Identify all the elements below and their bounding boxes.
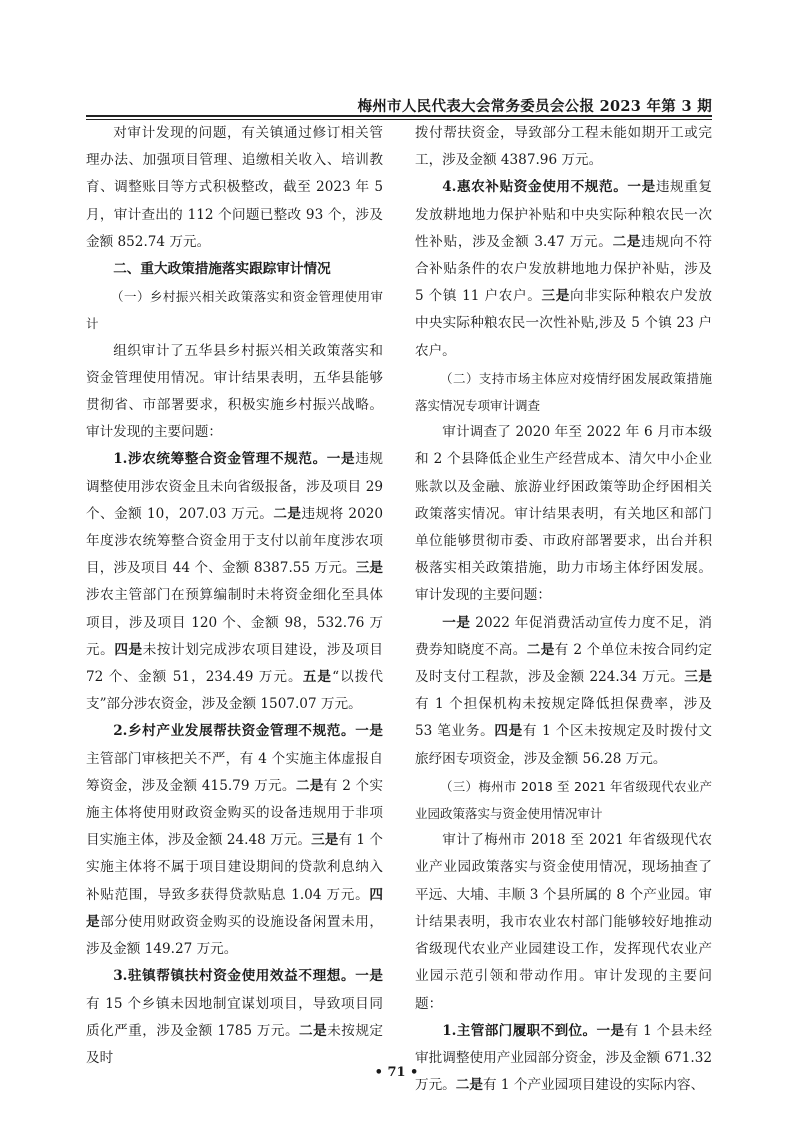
item-text: 有 1 个实施主体将不属于项目建设期间的贷款利息纳入补贴范围，导致多获得贷款贴息 1.04 万元。 xyxy=(86,832,383,903)
enum-marker: 一是 xyxy=(326,451,356,468)
item-text: 违规调整使用涉农资金且未向省级报备，涉及项目 29 个、金额 10，207.03 万元。 xyxy=(86,451,383,522)
left-column xyxy=(86,120,383,1072)
enum-marker: 三是 xyxy=(541,288,571,305)
enum-marker: 二是 xyxy=(273,505,302,522)
enum-marker: 三是 xyxy=(311,832,339,849)
enum-marker: 五是 xyxy=(302,669,333,686)
subsection-heading: （二）支持市场主体应对疫情纾困发展政策措施落实情况专项审计调查 xyxy=(415,370,712,414)
paragraph-continued: 拨付帮扶资金，导致部分工程未能如期开工或完工，涉及金额 4387.96 万元。 xyxy=(415,125,712,169)
enum-marker: 一是 xyxy=(596,1022,625,1039)
item-title: 4.惠农补贴资金使用不规范。 xyxy=(442,179,628,196)
enum-marker: 四是 xyxy=(494,723,523,740)
enum-marker: 一是 xyxy=(355,968,383,985)
item-paragraph xyxy=(415,174,712,364)
item-text: 有 2 个单位未按合同约定及时支付工程款，涉及金额 224.34 万元。 xyxy=(415,641,713,686)
item-text: 违规将 2020 年度涉农统筹整合资金用于支付以前年度涉农项目，涉及项目 44 个、金额 8387.55 万元。 xyxy=(86,505,384,577)
item-paragraph xyxy=(415,610,712,773)
item-title: 2.乡村产业发展帮扶资金管理不规范。 xyxy=(113,723,356,740)
item-text: 违规重复发放耕地地力保护补贴和中央实际种粮农民一次性补贴，涉及金额 3.47 万元。 xyxy=(415,179,713,250)
enum-marker: 二是 xyxy=(612,233,642,250)
enum-marker: 四是 xyxy=(86,886,383,930)
journal-header: 梅州市人民代表大会常务委员会公报 2023 年第 3 期 xyxy=(357,98,712,115)
page-number: • 71 • xyxy=(374,1065,419,1080)
item-text: 2022 年促消费活动宣传力度不足，消费券知晓度不高。 xyxy=(415,614,712,658)
header-rule-thick xyxy=(86,115,712,117)
item-paragraph xyxy=(86,446,383,718)
right-column xyxy=(415,120,712,1099)
item-paragraph xyxy=(86,963,383,1072)
item-title: 1.涉农统筹整合资金管理不规范。 xyxy=(113,451,327,468)
item-text: 未按计划完成涉农项目建设，涉及项目 72 个、金额 51，234.49 万元。 xyxy=(86,641,384,686)
item-text: 未按规定及时 xyxy=(86,1022,384,1066)
enum-marker: 一是 xyxy=(627,179,656,196)
paragraph: 组织审计了五华县乡村振兴相关政策落实和资金管理使用情况。审计结果表明，五华县能够贯彻省、市部署要求，积极实施乡村振兴战略。审计发现的主要问题： xyxy=(86,342,383,441)
enum-marker: 二是 xyxy=(526,641,555,658)
item-text: “以拨代支”部分涉农资金，涉及金额 1507.07 万元。 xyxy=(86,669,384,713)
enum-marker: 一是 xyxy=(442,614,471,631)
item-title: 1.主管部门履职不到位。 xyxy=(442,1022,597,1039)
paragraph: 对审计发现的问题，有关镇通过修订相关管理办法、加强项目管理、追缴相关收入、培训教育、调整账目等方式积极整改，截至 2023 年 5 月，审计查出的 112 个问题已整改 93 个，涉及金额 852.74 万元。 xyxy=(86,125,383,250)
subsection-heading: （一）乡村振兴相关政策落实和资金管理使用审计 xyxy=(86,289,383,332)
item-paragraph xyxy=(86,718,383,963)
item-text: 有 15 个乡镇未因地制宜谋划项目，导致项目同质化严重，涉及金额 1785 万元。 xyxy=(86,995,383,1039)
item-text: 向非实际种粮农户发放中央实际种粮农民一次性补贴,涉及 5 个镇 23 户农户。 xyxy=(415,288,712,359)
enum-marker: 二是 xyxy=(295,777,324,794)
enum-marker: 一是 xyxy=(355,723,383,740)
enum-marker: 二是 xyxy=(299,1022,328,1039)
paragraph: 审计了梅州市 2018 至 2021 年省级现代农业产业园政策落实与资金使用情况，现场抽查了平远、大埔、丰顺 3 个县所属的 8 个产业园。审计结果表明，我市农业农村部门能够较好地推动省级现代农业产业园建设工作，发挥现代农业产业园示范引领和带动作用。审计发现的主要问题： xyxy=(415,832,712,1012)
item-text: 主管部门审核把关不严，有 4 个实施主体虚报自筹资金，涉及金额 415.79 万元。 xyxy=(86,750,383,794)
item-text: 有 1 个担保机构未按规定降低担保费率，涉及 53 笔业务。 xyxy=(415,696,712,740)
item-text: 部分使用财政资金购买的设施设备闲置未用，涉及金额 149.27 万元。 xyxy=(86,913,384,958)
item-text: 有 1 个县未经审批调整使用产业园部分资金，涉及金额 671.32 万元。 xyxy=(415,1022,712,1094)
enum-marker: 二是 xyxy=(455,1077,483,1094)
item-text: 有 1 个区未按规定及时拨付文旅纾困专项资金，涉及金额 56.28 万元。 xyxy=(415,723,712,767)
item-text: 违规向不符合补贴条件的农户发放耕地地力保护补贴，涉及 5 个镇 11 户农户。 xyxy=(415,233,713,305)
item-title: 3.驻镇帮镇扶村资金使用效益不理想。 xyxy=(113,968,356,985)
item-text: 有 1 个产业园项目建设的实际内容、 xyxy=(482,1077,705,1094)
enum-marker: 三是 xyxy=(684,669,712,686)
item-text: 涉农主管部门在预算编制时未将资金细化至具体项目，涉及项目 120 个、金额 98，532.76 万元。 xyxy=(86,587,383,658)
enum-marker: 四是 xyxy=(114,641,143,658)
paragraph: 审计调查了 2020 年至 2022 年 6 月市本级和 2 个县降低企业生产经营成本、清欠中小企业账款以及金融、旅游业纾困政策等助企纾困相关政策落实情况。审计结果表明，有关地区和部门单位能够贯彻市委、市政府部署要求，出台并积极落实相关政策措施，助力市场主体纾困发展。审计发现的主要问题： xyxy=(415,424,712,604)
subsection-heading: （三）梅州市 2018 至 2021 年省级现代农业产业园政策落实与资金使用情况审计 xyxy=(415,778,712,822)
enum-marker: 三是 xyxy=(355,560,384,577)
item-paragraph xyxy=(415,1018,712,1100)
section-heading: 二、重大政策措施落实跟踪审计情况 xyxy=(113,261,331,278)
item-text: 有 2 个实施主体将使用财政资金购买的设备违规用于非项目实施主体，涉及金额 24.48 万元。 xyxy=(86,777,384,849)
